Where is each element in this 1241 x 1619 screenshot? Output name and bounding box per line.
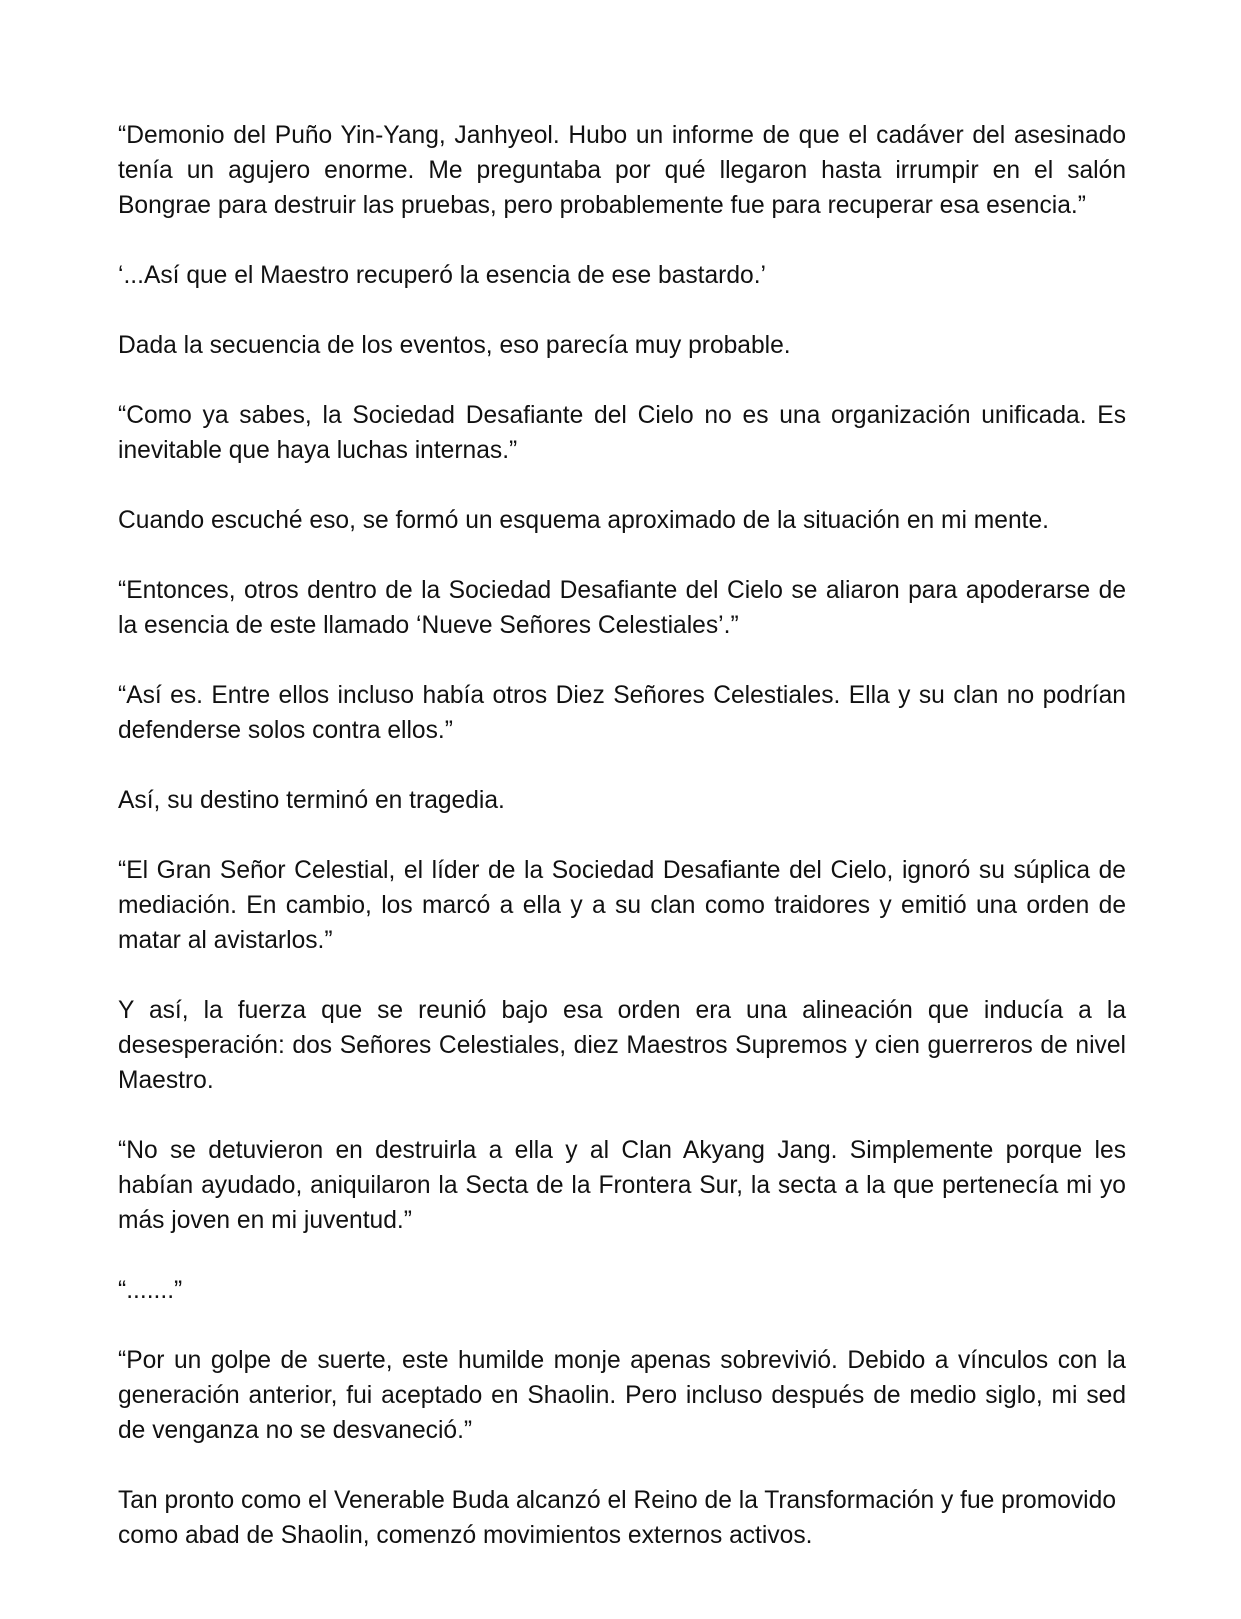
paragraph-12: “.......” — [118, 1277, 183, 1304]
paragraph-9: “El Gran Señor Celestial, el líder de la Sociedad Desafiante del Cielo, ignoró su súplica de mediación. En cambio, los marcó a ella y a su clan como traidores y emitió una orden de matar al avistarlos.” — [118, 857, 1126, 954]
paragraph-5: Cuando escuché eso, se formó un esquema aproximado de la situación en mi mente. — [118, 507, 1049, 534]
document-body — [118, 118, 1126, 1553]
paragraph-2: ‘...Así que el Maestro recuperó la esencia de ese bastardo.’ — [118, 262, 766, 289]
paragraph-13: “Por un golpe de suerte, este humilde monje apenas sobrevivió. Debido a vínculos con la generación anterior, fui aceptado en Shaolin. Pero incluso después de medio siglo, mi sed de venganza no se desvaneció.” — [118, 1347, 1126, 1444]
paragraph-3: Dada la secuencia de los eventos, eso parecía muy probable. — [118, 332, 791, 359]
paragraph-4: “Como ya sabes, la Sociedad Desafiante del Cielo no es una organización unificada. Es inevitable que haya luchas internas.” — [118, 402, 1126, 464]
paragraph-14: Tan pronto como el Venerable Buda alcanzó el Reino de la Transformación y fue promovido como abad de Shaolin, comenzó movimientos externos activos. — [118, 1487, 1117, 1549]
paragraph-7: “Así es. Entre ellos incluso había otros Diez Señores Celestiales. Ella y su clan no podrían defenderse solos contra ellos.” — [118, 682, 1126, 744]
paragraph-1: “Demonio del Puño Yin-Yang, Janhyeol. Hubo un informe de que el cadáver del asesinado tenía un agujero enorme. Me preguntaba por qué llegaron hasta irrumpir en el salón Bongrae para destruir las pruebas, pero probablemente fue para recuperar esa esencia.” — [118, 122, 1126, 219]
paragraph-10: Y así, la fuerza que se reunió bajo esa orden era una alineación que inducía a la desesperación: dos Señores Celestiales, diez Maestros Supremos y cien guerreros de nivel Maestro. — [118, 997, 1126, 1094]
paragraph-6: “Entonces, otros dentro de la Sociedad Desafiante del Cielo se aliaron para apoderarse de la esencia de este llamado ‘Nueve Señores Celestiales’.” — [118, 577, 1126, 639]
paragraph-11: “No se detuvieron en destruirla a ella y al Clan Akyang Jang. Simplemente porque les habían ayudado, aniquilaron la Secta de la Frontera Sur, la secta a la que pertenecía mi yo más joven en mi juventud.” — [118, 1137, 1126, 1234]
paragraph-8: Así, su destino terminó en tragedia. — [118, 787, 505, 814]
